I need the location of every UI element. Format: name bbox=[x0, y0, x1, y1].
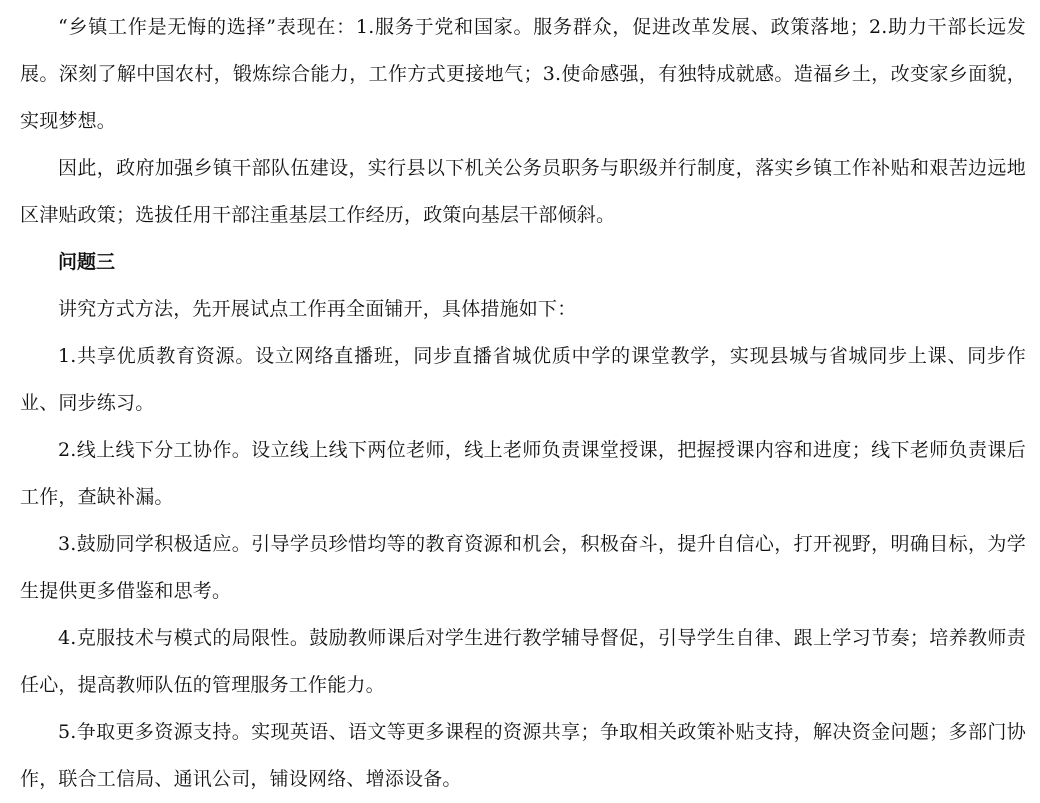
paragraph-measure-1: 1.共享优质教育资源。设立网络直播班，同步直播省城优质中学的课堂教学，实现县城与省城同步上课、同步作业、同步练习。 bbox=[20, 345, 1026, 414]
paragraph-measure-2: 2.线上线下分工协作。设立线上线下两位老师，线上老师负责课堂授课，把握授课内容和进度；线下老师负责课后工作，查缺补漏。 bbox=[20, 439, 1026, 508]
paragraph-measure-3: 3.鼓励同学积极适应。引导学员珍惜均等的教育资源和机会，积极奋斗，提升自信心，打开视野，明确目标，为学生提供更多借鉴和思考。 bbox=[20, 533, 1026, 602]
paragraph-intro-measures: 讲究方式方法，先开展试点工作再全面铺开，具体措施如下： bbox=[58, 298, 577, 320]
paragraph-measure-4: 4.克服技术与模式的局限性。鼓励教师课后对学生进行教学辅导督促，引导学生自律、跟上学习节奏；培养教师责任心，提高教师队伍的管理服务工作能力。 bbox=[20, 627, 1026, 696]
paragraph-government-measures: 因此，政府加强乡镇干部队伍建设，实行县以下机关公务员职务与职级并行制度，落实乡镇工作补贴和艰苦边远地区津贴政策；选拔任用干部注重基层工作经历，政策向基层干部倾斜。 bbox=[20, 157, 1026, 226]
paragraph-measure-5: 5.争取更多资源支持。实现英语、语文等更多课程的资源共享；争取相关政策补贴支持，解决资金问题；多部门协作，联合工信局、通讯公司，铺设网络、增添设备。 bbox=[20, 721, 1026, 790]
paragraph-township-work: “乡镇工作是无悔的选择”表现在：1.服务于党和国家。服务群众，促进改革发展、政策落地；2.助力干部长远发展。深刻了解中国农村，锻炼综合能力，工作方式更接地气；3.使命感强，有独特成就感。造福乡土，改变家乡面貌，实现梦想。 bbox=[20, 16, 1026, 132]
section-heading-question-three: 问题三 bbox=[58, 251, 116, 273]
